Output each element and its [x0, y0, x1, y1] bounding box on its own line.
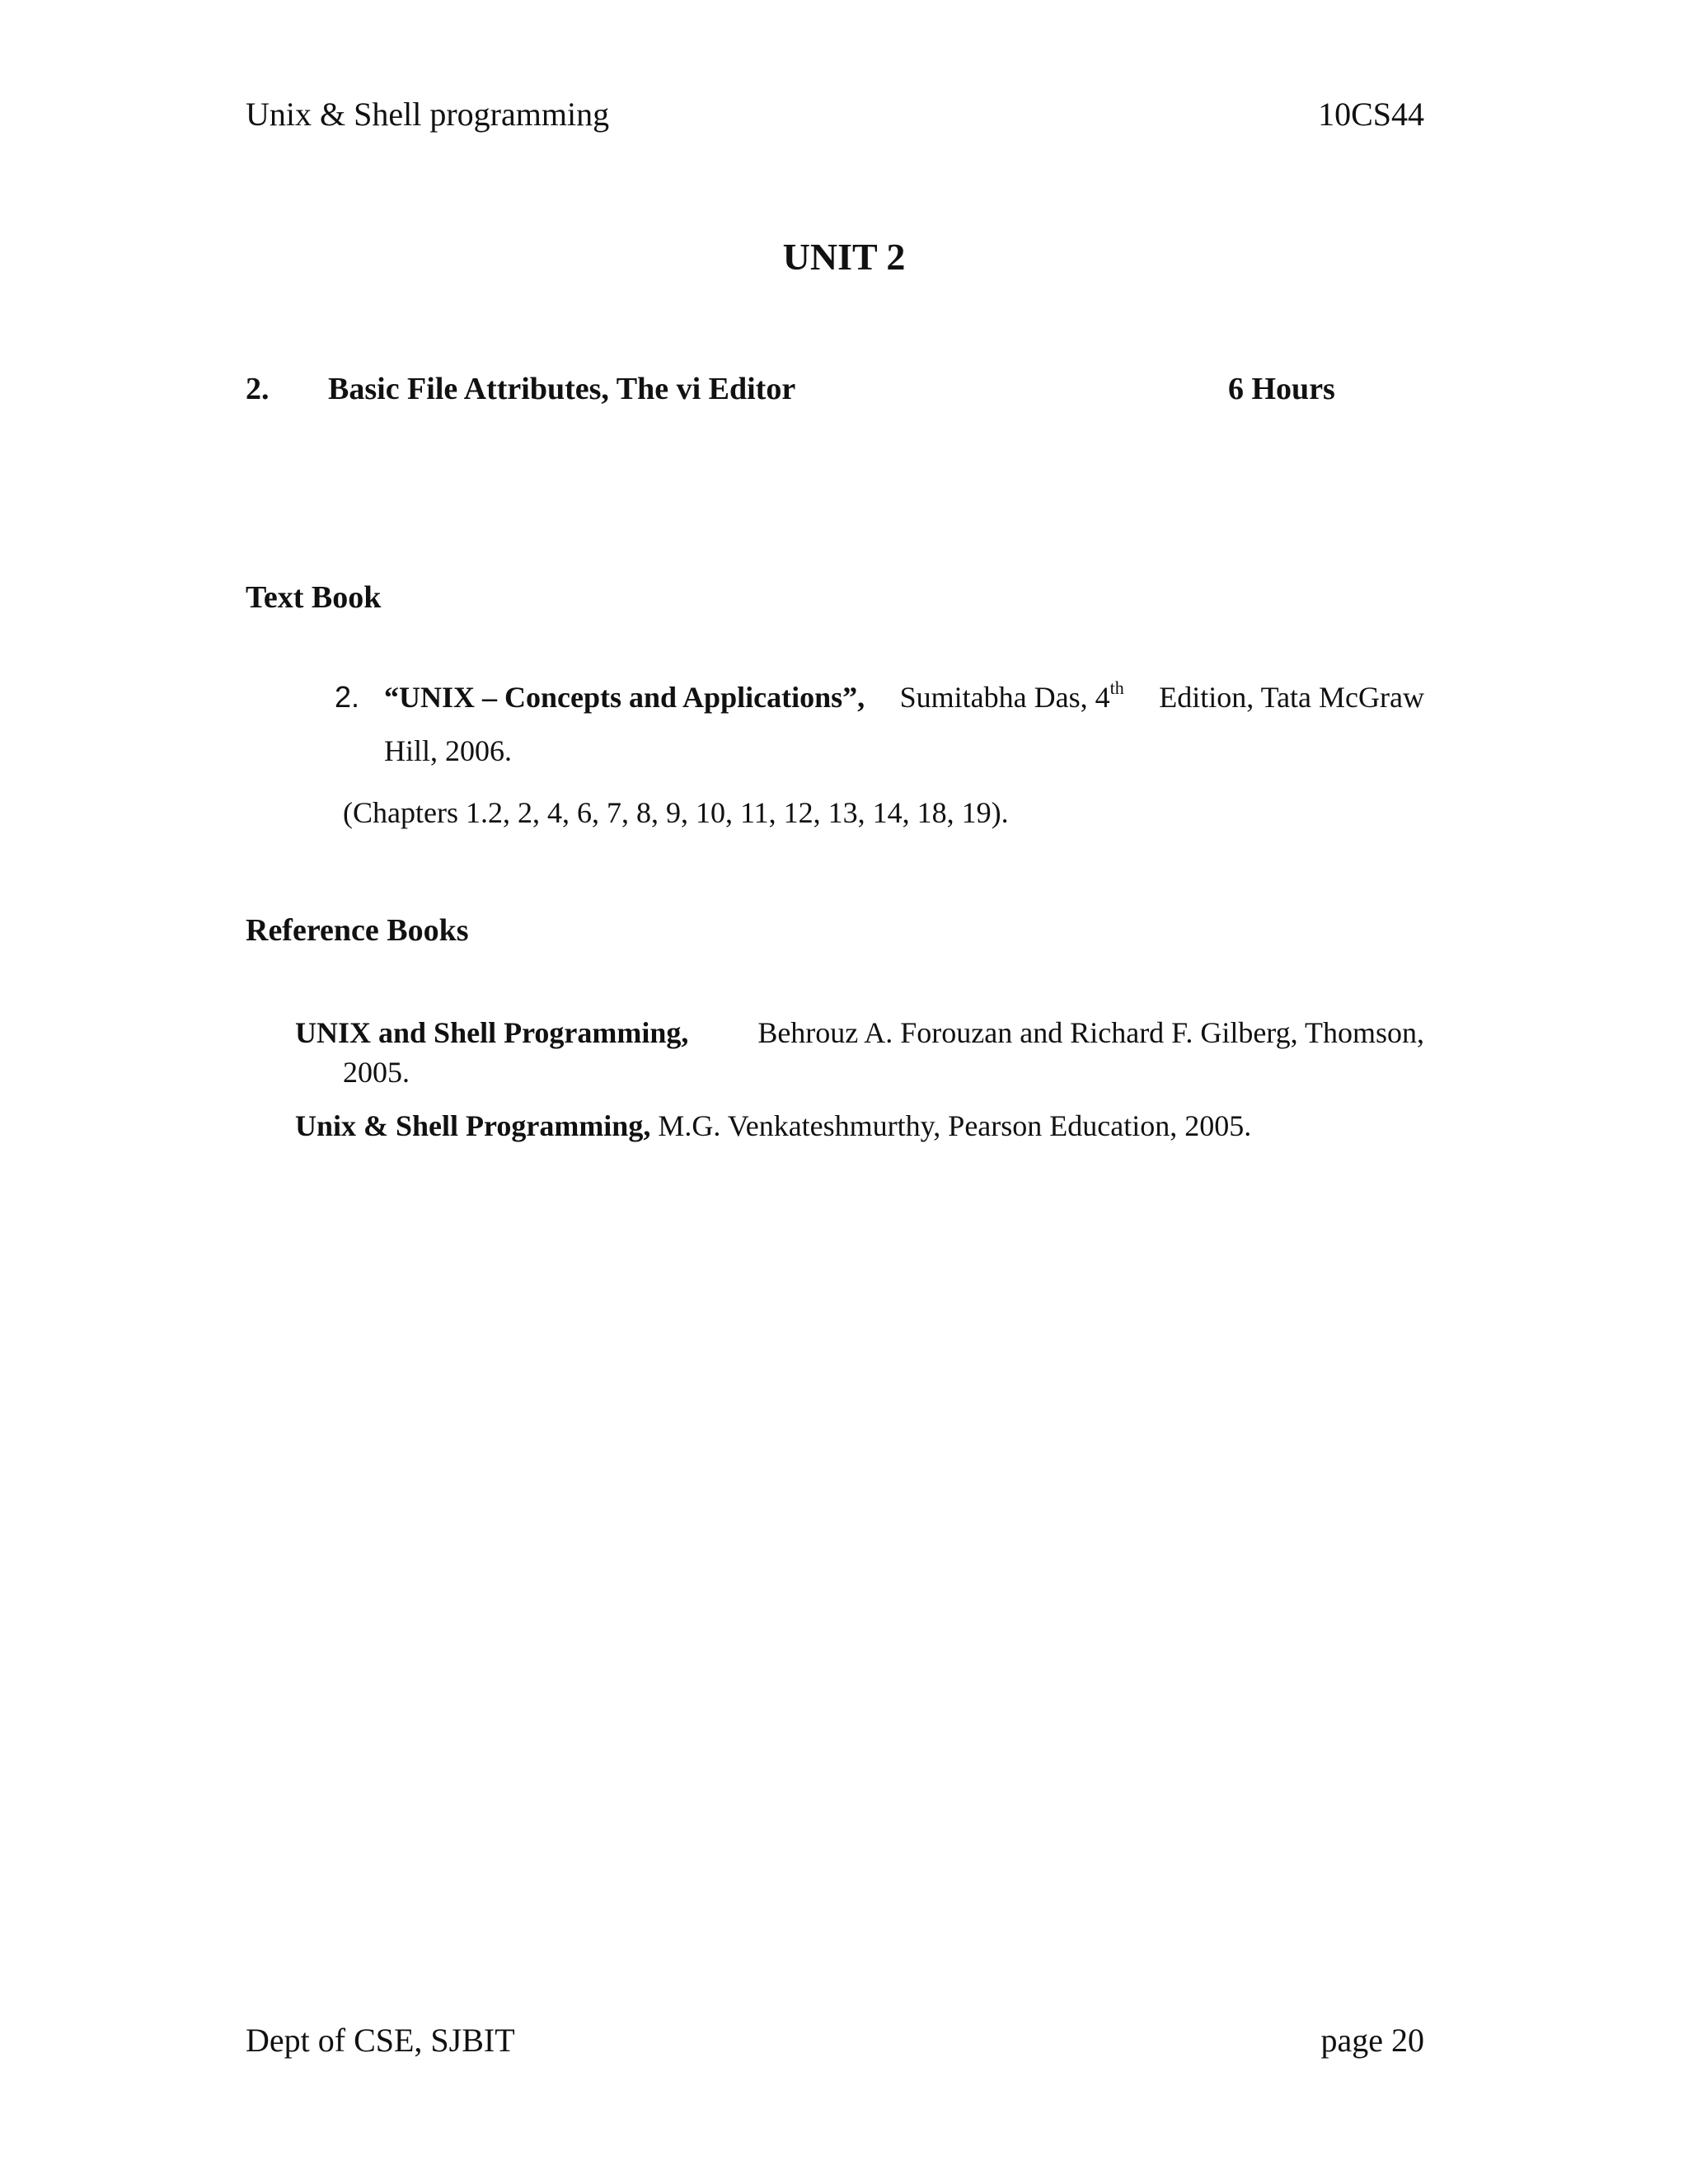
footer-department: Dept of CSE, SJBIT [246, 2022, 515, 2059]
section-hours: 6 Hours [1228, 372, 1335, 406]
text-book-citation-line2: Hill, 2006. [384, 734, 513, 767]
footer-page-number: page 20 [1320, 2022, 1424, 2059]
unit-title: UNIT 2 [782, 236, 906, 278]
header-course-title: Unix & Shell programming [246, 96, 610, 133]
reference-title: UNIX and Shell Programming, [295, 1016, 689, 1049]
reference-books-heading: Reference Books [246, 913, 469, 948]
text-book-author [899, 677, 1124, 715]
text-book-citation [384, 677, 1424, 715]
reference-item [295, 1108, 1251, 1143]
text-book-heading: Text Book [246, 580, 382, 615]
text-book-chapters: (Chapters 1.2, 2, 4, 6, 7, 8, 9, 10, 11, 12, 13, 14, 18, 19). [343, 796, 1009, 829]
reference-details: Behrouz A. Forouzan and Richard F. Gilberg, Thomson, [757, 1016, 1424, 1049]
reference-details: M.G. Venkateshmurthy, Pearson Education, 2005. [658, 1109, 1252, 1142]
text-book-title: “UNIX – Concepts and Applications”, [384, 681, 865, 714]
reference-details-line2: 2005. [343, 1056, 410, 1089]
header-course-code: 10CS44 [1318, 96, 1424, 133]
text-book-item-number: 2. [335, 680, 360, 714]
text-book-edition-superscript: th [1109, 677, 1124, 698]
section-title: Basic File Attributes, The vi Editor [328, 372, 796, 406]
reference-title: Unix & Shell Programming, [295, 1109, 651, 1142]
text-book-edition: Edition, Tata McGraw [1159, 681, 1424, 714]
section-number: 2. [246, 372, 270, 406]
reference-item [295, 1015, 1424, 1050]
text-book-author-prefix: Sumitabha Das, 4 [899, 681, 1110, 714]
